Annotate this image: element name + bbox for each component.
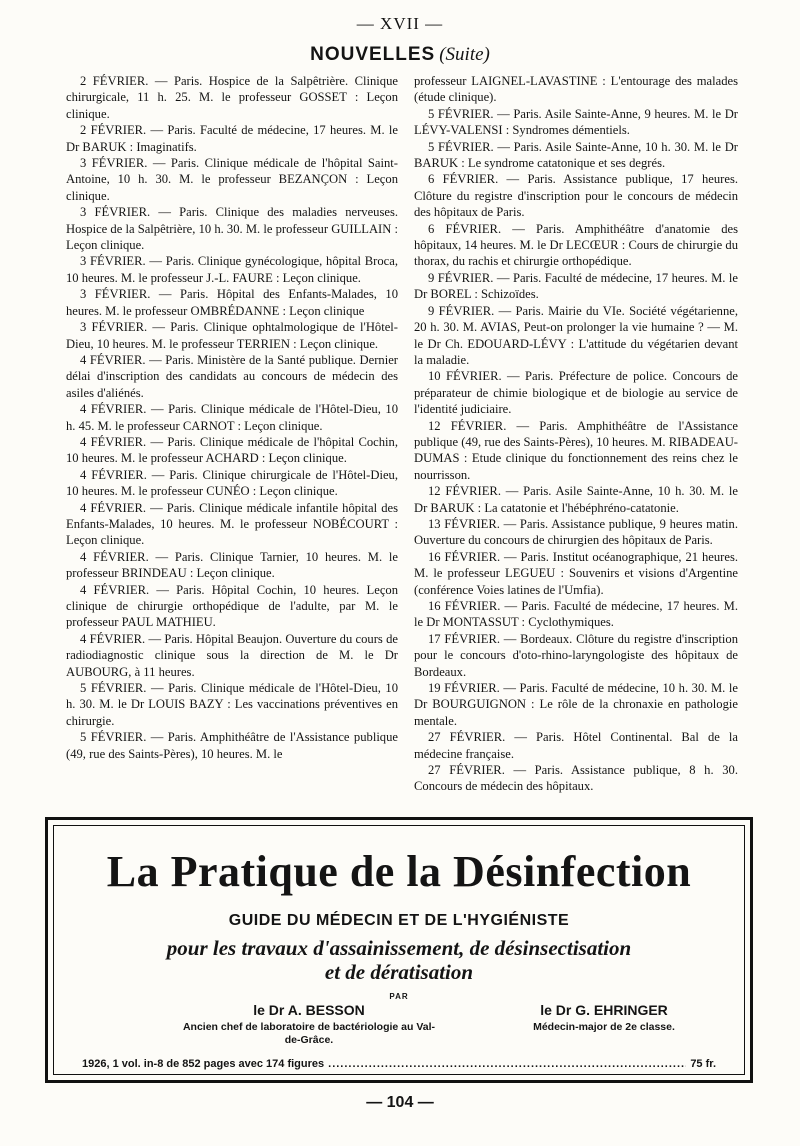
news-entry: 19 FÉVRIER. — Paris. Faculté de médecine, 10 h. 30. M. le Dr BOURGUIGNON : Le rôle de la chronaxie en pathologie mentale. <box>414 681 738 728</box>
news-entry: 9 FÉVRIER. — Paris. Faculté de médecine, 17 heures. M. le Dr BOREL : Schizoïdes. <box>414 270 738 302</box>
ad-publication-line <box>82 1058 716 1070</box>
news-entry: 4 FÉVRIER. — Paris. Clinique chirurgicale de l'Hôtel-Dieu, 10 heures. M. le professeur CUNÉO : Leçon clinique. <box>66 467 398 499</box>
ad-author-1-desc: Ancien chef de laboratoire de bactériologie au Val-de-Grâce. <box>182 1021 436 1046</box>
ad-author-2 <box>494 1002 714 1034</box>
news-entry: 13 FÉVRIER. — Paris. Assistance publique, 9 heures matin. Ouverture du concours de chirurgien des hôpitaux de Paris. <box>414 516 738 548</box>
news-entry: 4 FÉVRIER. — Paris. Clinique Tarnier, 10 heures. M. le professeur BRINDEAU : Leçon clinique. <box>66 549 398 581</box>
news-entry: 3 FÉVRIER. — Paris. Clinique médicale de l'hôpital Saint-Antoine, 10 h. 30. M. le professeur BEZANÇON : Leçon clinique. <box>66 156 398 203</box>
news-entry: 16 FÉVRIER. — Paris. Faculté de médecine, 17 heures. M. le Dr MONTASSUT : Cyclothymiques. <box>414 599 738 630</box>
news-entry: 5 FÉVRIER. — Paris. Asile Sainte-Anne, 10 h. 30. M. le Dr BARUK : Le syndrome catatonique et ses degrés. <box>414 139 738 171</box>
section-title-text: NOUVELLES <box>310 44 436 65</box>
news-entry: 6 FÉVRIER. — Paris. Amphithéâtre d'anatomie des hôpitaux, 14 heures. M. le Dr LECŒUR : Cours de chirurgie du thorax, du rachis et chirurgie orthopédique. <box>414 221 738 269</box>
book-advertisement <box>45 817 753 1083</box>
roman-page-number: — XVII — <box>356 14 444 33</box>
news-entry: 4 FÉVRIER. — Paris. Hôpital Cochin, 10 heures. Leçon clinique de chirurgie orthopédique de l'adulte, par M. le professeur PAUL MATHIEU. <box>66 582 398 630</box>
section-title-suite: (Suite) <box>439 44 490 65</box>
news-entry: 5 FÉVRIER. — Paris. Asile Sainte-Anne, 9 heures. M. le Dr LÉVY-VALENSI : Syndromes démentiels. <box>414 106 738 138</box>
news-entry: 4 FÉVRIER. — Paris. Clinique médicale de l'Hôtel-Dieu, 10 h. 45. M. le professeur CARNOT : Leçon clinique. <box>66 402 398 433</box>
news-entry: 16 FÉVRIER. — Paris. Institut océanographique, 21 heures. M. le professeur LEGUEU : Souvenirs et visions d'Argentine (conférence Voies latines de l'Umfia). <box>414 549 738 597</box>
ad-author-1-name: le Dr A. BESSON <box>253 1002 365 1018</box>
news-entry: 2 FÉVRIER. — Paris. Faculté de médecine, 17 heures. M. le Dr BARUK : Imaginatifs. <box>66 123 398 154</box>
news-entry: 3 FÉVRIER. — Paris. Clinique gynécologique, hôpital Broca, 10 heures. M. le professeur J.-L. FAURE : Leçon clinique. <box>66 254 398 285</box>
ad-author-2-desc: Médecin-major de 2e classe. <box>533 1021 675 1033</box>
news-entry: 17 FÉVRIER. — Bordeaux. Clôture du registre d'inscription pour le concours d'oto-rhino-laryngologiste des hôpitaux de Bordeaux. <box>414 631 738 679</box>
ad-subtitle: GUIDE DU MÉDECIN ET DE L'HYGIÉNISTE <box>228 912 570 929</box>
news-entry: 27 FÉVRIER. — Paris. Assistance publique, 8 h. 30. Concours de médecin des hôpitaux. <box>414 763 738 794</box>
news-entry: 6 FÉVRIER. — Paris. Assistance publique, 17 heures. Clôture du registre d'inscription pour le concours de médecin des hôpitaux de Paris. <box>414 172 738 220</box>
news-entry: 12 FÉVRIER. — Paris. Asile Sainte-Anne, 10 h. 30. M. le Dr BARUK : La catatonie et l'hébéphréno-catatonie. <box>414 484 738 515</box>
ad-inner-frame <box>53 825 745 1075</box>
news-entry: 9 FÉVRIER. — Paris. Mairie du VIe. Société végétarienne, 20 h. 30. M. AVIAS, Peut-on prolonger la vie humaine ? — M. le Dr Ch. EDOUARD-LÉVY : L'attitude du végétarien devant la maladie. <box>414 303 738 367</box>
news-entry: 10 FÉVRIER. — Paris. Préfecture de police. Concours de préparateur de chimie biologique et de biologie au service de l'identité judiciaire. <box>414 369 738 417</box>
page-number: — 104 — <box>366 1094 434 1111</box>
news-entry: 3 FÉVRIER. — Paris. Hôpital des Enfants-Malades, 10 heures. M. le professeur OMBRÉDANNE : Leçon clinique <box>66 287 398 318</box>
ad-author-1 <box>179 1002 439 1047</box>
news-entry: 27 FÉVRIER. — Paris. Hôtel Continental. Bal de la médecine française. <box>414 730 738 761</box>
news-entry: 3 FÉVRIER. — Paris. Clinique ophtalmologique de l'Hôtel-Dieu, 10 heures. M. le professeur TERRIEN : Leçon clinique. <box>66 320 398 351</box>
ad-title: La Pratique de la Désinfection <box>106 847 692 896</box>
left-column <box>66 73 398 762</box>
news-entry: 4 FÉVRIER. — Paris. Hôpital Beaujon. Ouverture du cours de radiodiagnostic clinique sous la direction de M. le Dr AUBOURG, à 11 heures. <box>66 631 398 679</box>
news-entry: professeur LAIGNEL-LAVASTINE : L'entourage des malades (étude clinique). <box>414 74 738 105</box>
news-entry: 12 FÉVRIER. — Paris. Amphithéâtre de l'Assistance publique (49, rue des Saints-Pères), 10 heures. M. RIBADEAU-DUMAS : Etude clinique du fonctionnement des reins chez le nourrisson. <box>414 418 738 482</box>
news-entry: 3 FÉVRIER. — Paris. Clinique des maladies nerveuses. Hospice de la Salpêtrière, 10 h. 30. M. le professeur GUILLAIN : Leçon clinique. <box>66 205 398 253</box>
news-entry: 2 FÉVRIER. — Paris. Hospice de la Salpêtrière. Clinique chirurgicale, 11 h. 25. M. le professeur GOSSET : Leçon clinique. <box>66 74 398 121</box>
ad-description-line1: pour les travaux d'assainissement, de désinsectisation <box>166 936 632 960</box>
ad-leader-dots <box>328 1058 686 1070</box>
news-entry: 4 FÉVRIER. — Paris. Clinique médicale de l'hôpital Cochin, 10 heures. M. le professeur ACHARD : Leçon clinique. <box>66 434 398 466</box>
news-entry: 5 FÉVRIER. — Paris. Clinique médicale de l'Hôtel-Dieu, 10 h. 30. M. le Dr LOUIS BAZY : Les vaccinations préventives en chirurgie. <box>66 681 398 728</box>
ad-publication-details: 1926, 1 vol. in-8 de 852 pages avec 174 figures <box>82 1058 325 1070</box>
news-entry: 4 FÉVRIER. — Paris. Clinique médicale infantile hôpital des Enfants-Malades, 10 heures. M. le professeur NOBÉCOURT : Leçon clinique. <box>66 500 398 548</box>
news-entry: 5 FÉVRIER. — Paris. Amphithéâtre de l'Assistance publique (49, rue des Saints-Pères), 10 heures. M. le <box>66 730 398 761</box>
ad-author-2-name: le Dr G. EHRINGER <box>540 1002 668 1018</box>
ad-description-line2: et de dératisation <box>324 960 474 984</box>
right-column <box>414 73 738 795</box>
news-entry: 4 FÉVRIER. — Paris. Ministère de la Santé publique. Dernier délai d'inscription des candidats au concours de médecin des asiles d'aliénés. <box>66 352 398 400</box>
ad-par: PAR <box>389 992 409 1001</box>
section-title <box>0 44 800 66</box>
ad-price: 75 fr. <box>690 1058 716 1070</box>
